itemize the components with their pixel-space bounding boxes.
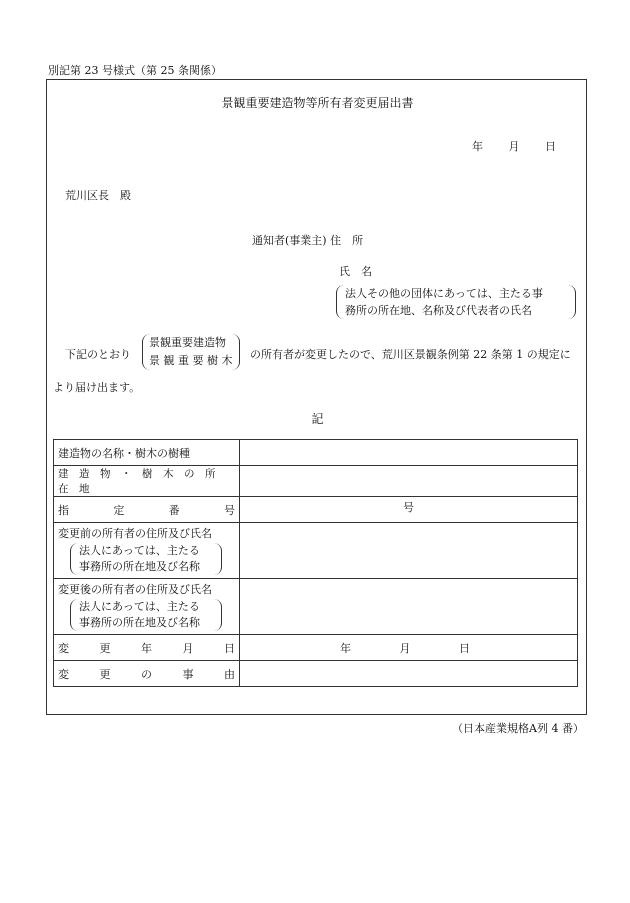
addressee: 荒川区長 殿 bbox=[65, 189, 131, 202]
date-day: 日 bbox=[545, 140, 556, 153]
designation-number-field[interactable] bbox=[240, 497, 578, 523]
date-line bbox=[472, 138, 556, 154]
owner-note: 法人にあっては、主たる 事務所の所在地及び名称 bbox=[70, 599, 222, 631]
table-row bbox=[54, 661, 578, 687]
location-field[interactable] bbox=[240, 466, 578, 497]
row-label-designation-number: 指 定 番 号 bbox=[54, 497, 240, 523]
table-row bbox=[54, 635, 578, 661]
row-label-new-owner: 変更後の所有者の住所及び氏名 法人にあっては、主たる 事務所の所在地及び名称 bbox=[54, 579, 240, 635]
number-suffix: 号 bbox=[403, 500, 414, 514]
form-caption: 別記第 23 号様式（第 25 条関係） bbox=[48, 64, 222, 77]
subject-options bbox=[142, 334, 240, 370]
document-title: 景観重要建造物等所有者変更届出書 bbox=[221, 96, 414, 110]
corporate-note bbox=[336, 285, 576, 319]
row-label-building-name: 建造物の名称・樹木の樹種 bbox=[54, 440, 240, 466]
previous-owner-field[interactable] bbox=[240, 523, 578, 579]
form-frame bbox=[46, 79, 587, 715]
row-label-change-date: 変 更 年 月 日 bbox=[54, 635, 240, 661]
table-row bbox=[54, 466, 578, 497]
table-row bbox=[54, 440, 578, 466]
intro-continuation: より届け出ます。 bbox=[53, 381, 141, 394]
date-year: 年 bbox=[472, 140, 483, 153]
table-row bbox=[54, 523, 578, 579]
option-tree: 景 観 重 要 樹 木 bbox=[149, 354, 233, 367]
change-reason-field[interactable] bbox=[240, 661, 578, 687]
row-label-change-reason: 変 更 の 事 由 bbox=[54, 661, 240, 687]
new-owner-field[interactable] bbox=[240, 579, 578, 635]
ki-heading: 記 bbox=[311, 412, 324, 426]
row-label-previous-owner: 変更前の所有者の住所及び氏名 法人にあっては、主たる 事務所の所在地及び名称 bbox=[54, 523, 240, 579]
corporate-note-line: 法人その他の団体にあっては、主たる事 bbox=[345, 287, 543, 300]
corporate-note-line: 務所の所在地、名称及び代表者の氏名 bbox=[345, 304, 532, 317]
intro-prefix: 下記のとおり bbox=[65, 348, 131, 361]
table-row bbox=[54, 497, 578, 523]
notifier-address-label: 通知者(事業主) 住 所 bbox=[252, 234, 364, 247]
paper-size-note: （日本産業規格A列 4 番） bbox=[452, 722, 584, 735]
notifier-name-label: 氏 名 bbox=[339, 265, 372, 278]
table-row bbox=[54, 579, 578, 635]
option-building: 景観重要建造物 bbox=[149, 336, 226, 349]
owner-note: 法人にあっては、主たる 事務所の所在地及び名称 bbox=[70, 543, 222, 575]
details-table bbox=[53, 439, 578, 687]
date-month: 月 bbox=[508, 140, 520, 153]
change-date-field[interactable]: 年 月 日 bbox=[240, 635, 578, 661]
row-label-location: 建 造 物 ・ 樹 木 の 所 在 地 bbox=[54, 466, 240, 497]
intro-suffix: の所有者が変更したので、荒川区景観条例第 22 条第 1 の規定に bbox=[250, 348, 571, 361]
building-name-field[interactable] bbox=[240, 440, 578, 466]
